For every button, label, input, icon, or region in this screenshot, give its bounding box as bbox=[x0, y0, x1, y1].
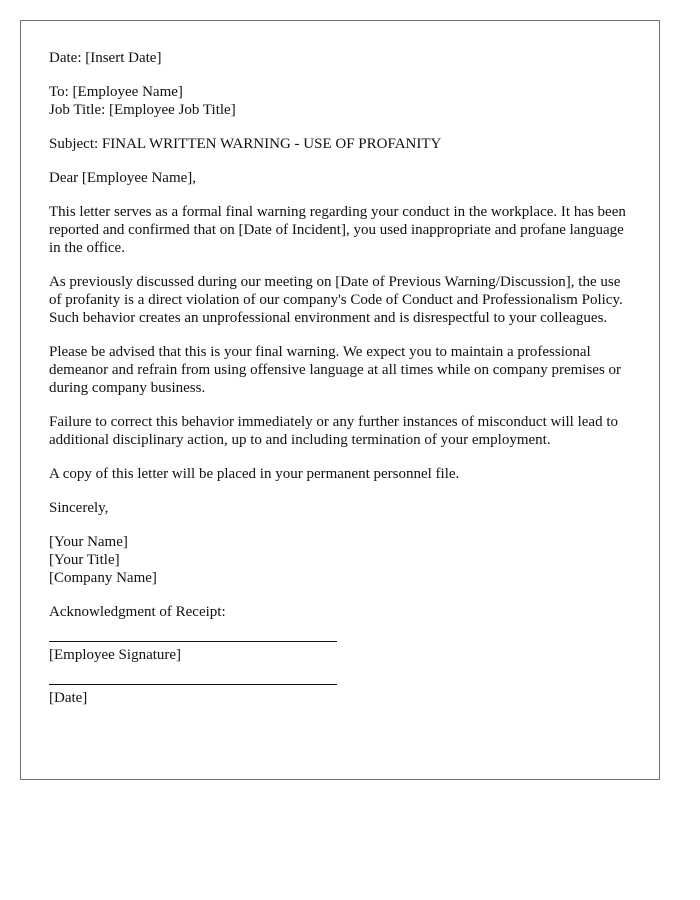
body-paragraph-5: A copy of this letter will be placed in your permanent personnel file. bbox=[49, 466, 460, 482]
letter-document bbox=[20, 20, 660, 780]
to-line: To: [Employee Name] bbox=[49, 84, 183, 100]
employee-signature-block bbox=[49, 641, 631, 664]
recipient-block bbox=[49, 83, 631, 119]
employee-signature-label: [Employee Signature] bbox=[49, 647, 182, 663]
subject-line: Subject: FINAL WRITTEN WARNING - USE OF PROFANITY bbox=[49, 136, 442, 152]
sender-block bbox=[49, 533, 631, 587]
closing: Sincerely, bbox=[49, 500, 109, 516]
sender-name: [Your Name] bbox=[49, 534, 128, 550]
date-signature-label: [Date] bbox=[49, 690, 88, 706]
sender-title: [Your Title] bbox=[49, 552, 120, 568]
sender-company: [Company Name] bbox=[49, 570, 157, 586]
body-paragraph-1: This letter serves as a formal final warning regarding your conduct in the workplace. It has been reported and confirmed that on [Date of Incident], you used inappropriate and profane language in the office. bbox=[49, 204, 626, 256]
date-signature-block bbox=[49, 684, 631, 707]
body-paragraph-2: As previously discussed during our meeting on [Date of Previous Warning/Discussion], the use of profanity is a direct violation of our company's Code of Conduct and Professionalism Policy. Such behavior creates an unprofessional environment and is disrespectful to your colleagues. bbox=[49, 274, 623, 326]
date-line: Date: [Insert Date] bbox=[49, 50, 162, 66]
body-paragraph-4: Failure to correct this behavior immediately or any further instances of misconduct will lead to additional disciplinary action, up to and including termination of your employment. bbox=[49, 414, 618, 448]
job-title-line: Job Title: [Employee Job Title] bbox=[49, 102, 236, 118]
body-paragraph-3: Please be advised that this is your final warning. We expect you to maintain a professional demeanor and refrain from using offensive language at all times while on company premises or during company business. bbox=[49, 344, 622, 396]
acknowledgment-label: Acknowledgment of Receipt: bbox=[49, 604, 226, 620]
date-signature-line bbox=[49, 684, 337, 685]
salutation: Dear [Employee Name], bbox=[49, 170, 197, 186]
employee-signature-line bbox=[49, 641, 337, 642]
